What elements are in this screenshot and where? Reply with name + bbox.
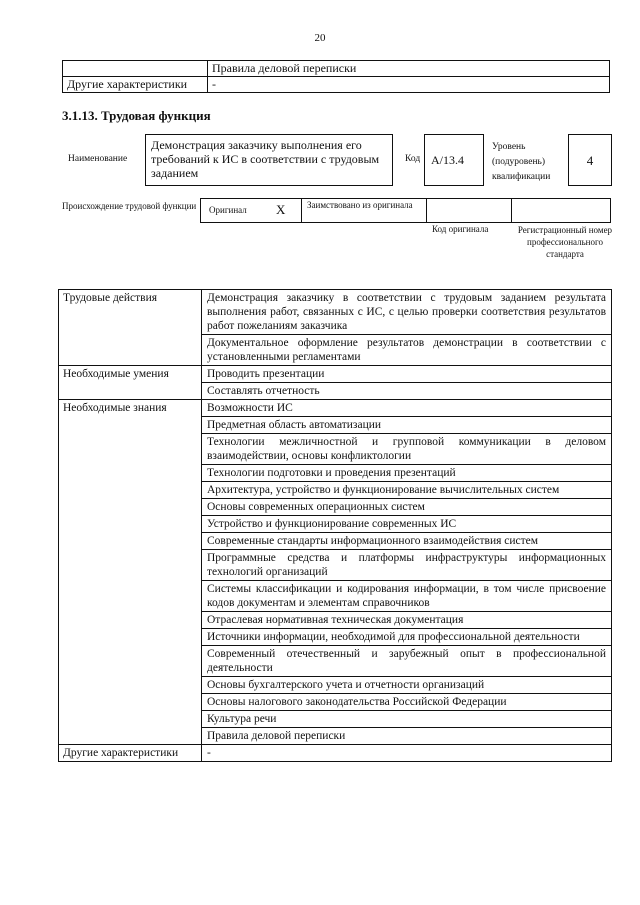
name-label: Наименование [68, 154, 128, 164]
knowledge-item: Возможности ИС [202, 400, 612, 417]
labor-actions-label: Трудовые действия [59, 290, 202, 366]
other-value: - [202, 745, 612, 762]
row-label [63, 61, 208, 77]
knowledge-item: Технологии подготовки и проведения презентаций [202, 465, 612, 482]
reg-number-cell [511, 198, 611, 223]
knowledge-item: Архитектура, устройство и функционирование вычислительных систем [202, 482, 612, 499]
table-row [59, 745, 612, 762]
knowledge-item: Современные стандарты информационного взаимодействия систем [202, 533, 612, 550]
knowledge-item: Предметная область автоматизации [202, 417, 612, 434]
skills-label: Необходимые умения [59, 366, 202, 400]
knowledge-item: Системы классификации и кодирования информации, в том числе присвоение кодов документам и элементам справочников [202, 581, 612, 612]
knowledge-item: Отраслевая нормативная техническая документация [202, 612, 612, 629]
origin-label: Происхождение трудовой функции [62, 201, 197, 211]
original-label: Оригинал [209, 205, 247, 215]
row-value: - [208, 77, 610, 93]
labor-action: Демонстрация заказчику в соответствии с трудовым заданием результата выполнения работ, связанных с ИС, с целью проверки соответствия результатов работ пожеланиям заказчика [202, 290, 612, 335]
row-label: Другие характеристики [63, 77, 208, 93]
previous-table-tail [62, 60, 610, 93]
reg-number-caption: Регистрационный номер профессионального стандарта [517, 225, 613, 259]
level-label-line: квалификации [492, 172, 551, 182]
original-mark: X [276, 202, 286, 217]
original-cell [200, 198, 302, 223]
function-code: А/13.4 [424, 134, 484, 186]
level-label-line: Уровень [492, 142, 526, 152]
skill: Проводить презентации [202, 366, 612, 383]
function-name: Демонстрация заказчику выполнения его требований к ИС в соответствии с трудовым заданием [145, 134, 393, 186]
knowledge-item: Основы бухгалтерского учета и отчетности организаций [202, 677, 612, 694]
level-label-line: (подуровень) [492, 157, 546, 167]
table-row [59, 366, 612, 383]
table-row [59, 290, 612, 335]
knowledge-item: Источники информации, необходимой для профессиональной деятельности [202, 629, 612, 646]
table-row [59, 400, 612, 417]
table-row [63, 61, 610, 77]
knowledge-label: Необходимые знания [59, 400, 202, 745]
knowledge-item: Программные средства и платформы инфраструктуры информационных технологий организаций [202, 550, 612, 581]
knowledge-item: Устройство и функционирование современных ИС [202, 516, 612, 533]
skill: Составлять отчетность [202, 383, 612, 400]
other-label: Другие характеристики [59, 745, 202, 762]
function-table [58, 289, 612, 762]
page-number: 20 [314, 32, 326, 44]
knowledge-item: Основы современных операционных систем [202, 499, 612, 516]
borrowed-cell: Заимствовано из оригинала [301, 198, 427, 223]
knowledge-item: Культура речи [202, 711, 612, 728]
qualification-level: 4 [568, 134, 612, 186]
knowledge-item: Правила деловой переписки [202, 728, 612, 745]
knowledge-item: Основы налогового законодательства Российской Федерации [202, 694, 612, 711]
row-value: Правила деловой переписки [208, 61, 610, 77]
code-label: Код [405, 154, 421, 164]
code-original-caption: Код оригинала [432, 224, 489, 234]
knowledge-item: Современный отечественный и зарубежный опыт в профессиональной деятельности [202, 646, 612, 677]
labor-action: Документальное оформление результатов демонстрации в соответствии с установленными регламентами [202, 335, 612, 366]
section-title: 3.1.13. Трудовая функция [62, 108, 211, 123]
table-row [63, 77, 610, 93]
code-original-cell [426, 198, 512, 223]
level-label [492, 140, 550, 185]
knowledge-item: Технологии межличностной и групповой коммуникации в деловом взаимодействии, основы конфликтологии [202, 434, 612, 465]
